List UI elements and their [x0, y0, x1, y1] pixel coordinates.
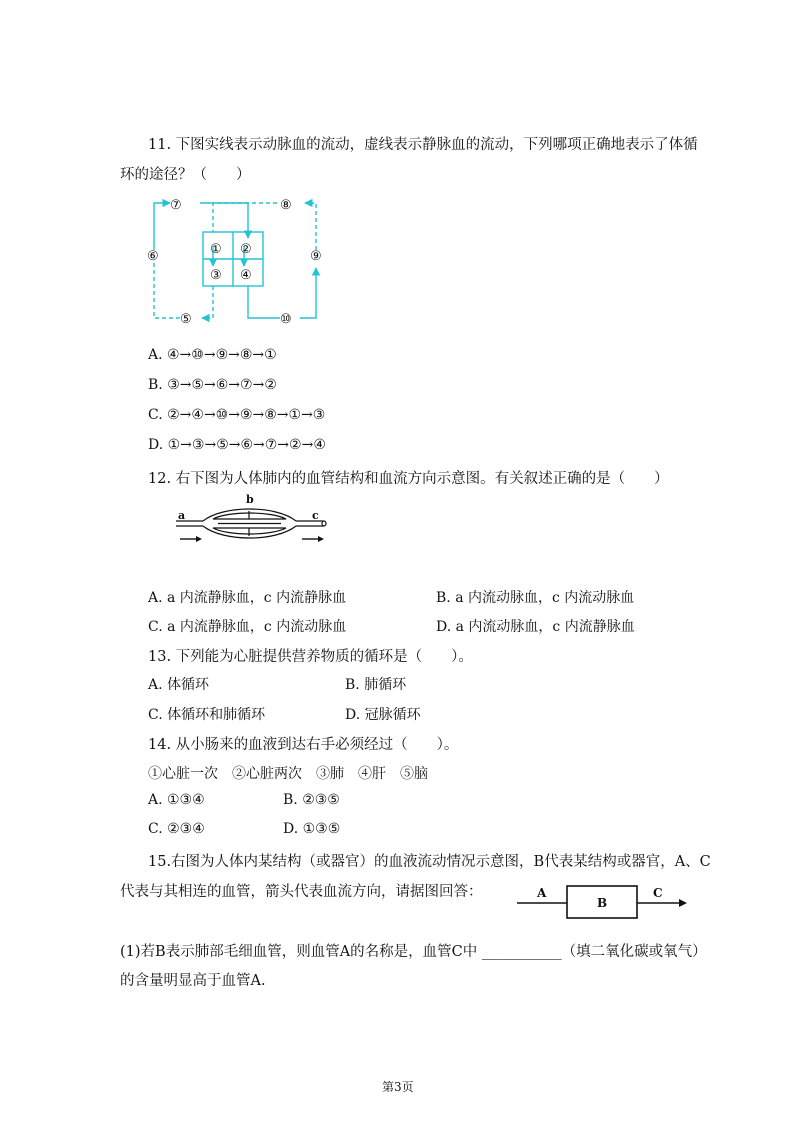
- label-1: ①: [210, 242, 222, 257]
- q15-sub1-line2: 的含量明显高于血管A.: [120, 973, 266, 989]
- label-3: ③: [210, 268, 222, 283]
- q15-flow-diagram: [515, 880, 690, 922]
- q11-option-d: D. ①→③→⑤→⑥→⑦→②→④: [148, 437, 326, 453]
- q13-option-a: A. 体循环: [148, 677, 210, 693]
- q13-stem: 13. 下列能为心脏提供营养物质的循环是（ ）。: [148, 649, 473, 665]
- label-2: ②: [240, 242, 252, 257]
- label-b: B: [597, 896, 608, 910]
- q13-option-d: D. 冠脉循环: [345, 707, 421, 723]
- label-a: a: [178, 509, 186, 522]
- label-a: A: [537, 886, 547, 900]
- q12-stem: 12. 右下图为人体肺内的血管结构和血流方向示意图。有关叙述正确的是（ ）: [148, 471, 669, 487]
- q15-sub1-line1: (1)若B表示肺部毛细血管，则血管A的名称是，血管C中 ___________（填二氧化碳或氧气）: [120, 944, 707, 960]
- label-4: ④: [240, 268, 252, 283]
- q14-option-b: B. ②③⑤: [283, 792, 340, 808]
- label-6: ⑥: [147, 249, 159, 264]
- page-number: 第3页: [382, 1080, 414, 1094]
- q11-stem-line1: 11. 下图实线表示动脉血的流动，虚线表示静脉血的流动，下列哪项正确地表示了体循: [148, 137, 698, 153]
- label-c: c: [312, 509, 319, 522]
- label-7: ⑦: [170, 198, 182, 213]
- q13-option-c: C. 体循环和肺循环: [148, 707, 266, 723]
- q14-items: ①心脏一次 ②心脏两次 ③肺 ④肝 ⑤脑: [148, 766, 428, 782]
- q11-option-b: B. ③→⑤→⑥→⑦→②: [148, 377, 277, 393]
- label-c: C: [653, 886, 663, 900]
- label-10: ⑩: [280, 312, 292, 327]
- q11-option-c: C. ②→④→⑩→⑨→⑧→①→③: [148, 407, 326, 423]
- q12-option-d: D. a 内流动脉血，c 内流静脉血: [436, 619, 635, 635]
- q15-stem-line2: 代表与其相连的血管，箭头代表血流方向，请据图回答：: [120, 884, 483, 900]
- q14-stem: 14. 从小肠来的血液到达右手必须经过（ ）。: [148, 737, 459, 753]
- q11-option-a: A. ④→⑩→⑨→⑧→①: [148, 347, 277, 363]
- label-8: ⑧: [280, 198, 292, 213]
- q15-stem-line1: 15.右图为人体内某结构（或器官）的血液流动情况示意图，B代表某结构或器官，A、C: [148, 854, 711, 870]
- label-b: b: [246, 493, 254, 506]
- q12-option-b: B. a 内流动脉血，c 内流动脉血: [436, 590, 635, 606]
- q12-lung-vessel-diagram: [168, 493, 333, 548]
- label-5: ⑤: [180, 312, 192, 327]
- q11-circulation-diagram: [140, 190, 340, 335]
- q12-option-a: A. a 内流静脉血，c 内流静脉血: [148, 590, 347, 606]
- label-9: ⑨: [310, 249, 322, 264]
- q14-option-a: A. ①③④: [148, 792, 205, 808]
- q12-option-c: C. a 内流静脉血，c 内流动脉血: [148, 619, 347, 635]
- q14-option-d: D. ①③⑤: [283, 821, 341, 837]
- q13-option-b: B. 肺循环: [345, 677, 407, 693]
- q11-stem-line2: 环的途径？（ ）: [120, 167, 251, 183]
- q14-option-c: C. ②③④: [148, 821, 205, 837]
